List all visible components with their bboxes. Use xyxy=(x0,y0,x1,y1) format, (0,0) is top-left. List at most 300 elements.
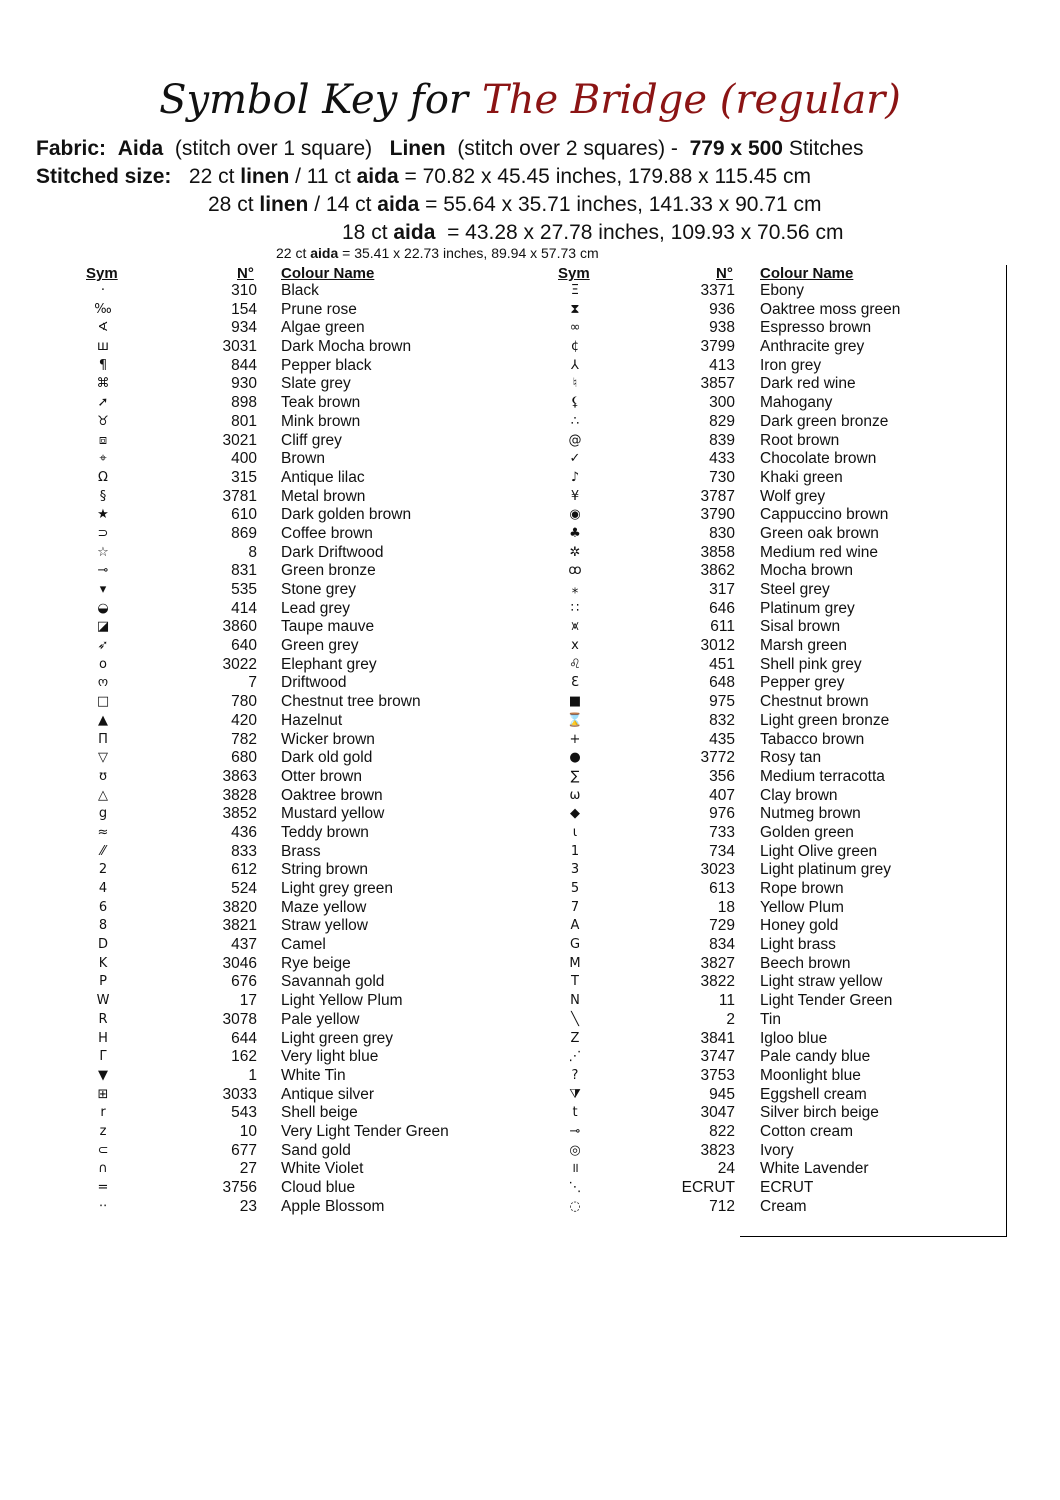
right-name-header: Colour Name xyxy=(760,265,854,282)
symbol-glyph: ш xyxy=(97,339,109,355)
symbol-glyph: ♮ xyxy=(572,376,578,392)
left-sym-header: Sym xyxy=(86,265,118,282)
colour-name: Yellow Plum xyxy=(760,898,844,916)
colour-name: Ivory xyxy=(760,1141,794,1159)
symbol-glyph: ∢ xyxy=(97,320,109,336)
left-num-header: N° xyxy=(237,265,254,282)
colour-name: Rye beige xyxy=(281,954,351,972)
thread-number: 677 xyxy=(231,1141,257,1159)
symbol-glyph: ➚ xyxy=(97,395,109,411)
thread-number: 610 xyxy=(231,506,257,524)
symbol-glyph: ◒ xyxy=(97,600,109,616)
symbol-glyph: ⊃ xyxy=(97,525,109,541)
thread-number: 680 xyxy=(231,749,257,767)
symbol-glyph: ✓ xyxy=(569,451,581,467)
colour-name: Mink brown xyxy=(281,412,361,430)
thread-number: 300 xyxy=(709,394,735,412)
symbol-glyph: M xyxy=(569,955,581,971)
fabric-word: aida xyxy=(356,165,399,188)
symbol-glyph: ▲ xyxy=(98,712,108,728)
thread-number: 734 xyxy=(709,842,735,860)
symbol-glyph: g xyxy=(98,806,108,822)
colour-name: Cotton cream xyxy=(760,1122,854,1140)
thread-number: 930 xyxy=(231,375,257,393)
thread-number: 869 xyxy=(231,524,257,542)
symbol-glyph: 7 xyxy=(570,899,580,915)
colour-name: Light grey green xyxy=(281,880,394,897)
thread-number: 839 xyxy=(709,431,735,449)
colour-name: Teddy brown xyxy=(281,823,369,841)
colour-name: Sisal brown xyxy=(760,618,841,636)
size-text: = 70.82 x 45.45 inches, 179.88 x 115.45 cm xyxy=(404,165,811,188)
symbol-glyph: @ xyxy=(568,432,582,448)
title-pattern-name: The Bridge (regular) xyxy=(482,77,901,123)
symbol-glyph: ω xyxy=(569,787,581,803)
thread-number: 730 xyxy=(709,468,735,486)
thread-number: 3799 xyxy=(700,338,735,356)
thread-number: 712 xyxy=(709,1197,735,1215)
colour-name: Dark green bronze xyxy=(760,412,889,430)
colour-name: Anthracite grey xyxy=(760,338,865,356)
colour-name: Chocolate brown xyxy=(760,450,877,468)
colour-name: String brown xyxy=(281,861,369,879)
colour-name: Apple Blossom xyxy=(281,1197,385,1215)
thread-number: 436 xyxy=(231,823,257,841)
thread-number: 833 xyxy=(231,842,257,860)
colour-name: Metal brown xyxy=(281,487,366,505)
colour-name: Light straw yellow xyxy=(760,973,883,991)
colour-name: Rosy tan xyxy=(760,749,822,767)
thread-number: 3033 xyxy=(222,1085,257,1103)
colour-name: Eggshell cream xyxy=(760,1085,867,1103)
symbol-glyph: ⊂ xyxy=(97,1142,109,1158)
symbol-glyph: ⩙ xyxy=(571,619,579,635)
symbol-glyph: ♣ xyxy=(569,525,581,541)
colour-name: Very light blue xyxy=(281,1048,379,1066)
count-text: 28 ct xyxy=(208,193,254,216)
size-text: = 55.64 x 35.71 inches, 141.33 x 90.71 cm xyxy=(425,193,822,216)
colour-name: Moonlight blue xyxy=(760,1066,861,1084)
stitched-line-4 xyxy=(276,244,599,262)
stitched-line-3 xyxy=(342,219,843,247)
symbol-glyph: ⌖ xyxy=(99,451,107,467)
thread-number: 3852 xyxy=(222,805,257,823)
symbol-glyph: · xyxy=(100,283,106,298)
colour-name: Black xyxy=(281,282,319,299)
stitches-word: Stitches xyxy=(788,137,864,160)
symbol-glyph: ⋰ xyxy=(568,1049,582,1065)
thread-number: 3031 xyxy=(222,338,257,356)
size-text: = 35.41 x 22.73 inches, 89.94 x 57.73 cm xyxy=(342,245,599,261)
thread-number: 524 xyxy=(231,880,257,897)
thread-number: 400 xyxy=(231,450,257,468)
thread-number: 3820 xyxy=(222,898,257,916)
colour-name: Mustard yellow xyxy=(281,805,385,823)
fabric-word: linen xyxy=(259,193,309,216)
thread-number: 2 xyxy=(726,1010,735,1028)
colour-name: Light platinum grey xyxy=(760,861,891,879)
symbol-glyph: ʊ xyxy=(98,768,108,784)
colour-name: Igloo blue xyxy=(760,1029,828,1047)
thread-number: 413 xyxy=(709,356,735,374)
symbol-glyph: ☆ xyxy=(97,544,109,560)
colour-name: Green oak brown xyxy=(760,524,879,542)
colour-name: Lead grey xyxy=(281,599,350,617)
symbol-glyph: P xyxy=(99,974,107,990)
colour-name: Ebony xyxy=(760,282,804,299)
colour-name: Light brass xyxy=(760,936,836,954)
thread-number: 27 xyxy=(239,1160,257,1178)
symbol-glyph: t xyxy=(572,1105,578,1121)
colour-name: Shell pink grey xyxy=(760,655,862,673)
symbol-glyph: 6 xyxy=(98,899,108,915)
colour-name: Light green grey xyxy=(281,1029,394,1047)
thread-number: 3862 xyxy=(700,562,735,580)
symbol-glyph: Γ xyxy=(99,1049,107,1065)
colour-name: Cloud blue xyxy=(281,1179,356,1196)
colour-name: Light Olive green xyxy=(760,842,878,860)
colour-name: Khaki green xyxy=(760,468,843,486)
thread-number: 433 xyxy=(709,450,735,468)
symbol-glyph: Π xyxy=(98,731,108,747)
thread-number: 3790 xyxy=(700,506,735,524)
thread-number: 315 xyxy=(231,468,257,486)
thread-number: 3023 xyxy=(700,861,735,879)
thread-number: 3046 xyxy=(222,954,257,972)
symbol-glyph: ◉ xyxy=(569,507,581,523)
symbol-glyph: □ xyxy=(96,694,110,710)
thread-number: 162 xyxy=(231,1048,257,1066)
symbol-glyph: W xyxy=(96,993,110,1009)
symbol-glyph: ■ xyxy=(568,694,582,710)
thread-number: 23 xyxy=(239,1197,257,1215)
thread-number: 451 xyxy=(709,655,735,673)
symbol-glyph: ⋱ xyxy=(568,1180,582,1195)
colour-name: Clay brown xyxy=(760,786,838,804)
thread-number: 613 xyxy=(709,880,735,897)
symbol-glyph: ◆ xyxy=(570,806,580,822)
symbol-glyph: ⧩ xyxy=(569,1086,581,1102)
fabric-word: aida xyxy=(393,221,436,244)
symbol-glyph: 4 xyxy=(98,881,108,896)
symbol-glyph: △ xyxy=(98,787,108,803)
colour-name: Otter brown xyxy=(281,767,362,785)
symbol-glyph: ▾ xyxy=(99,582,107,597)
symbol-glyph: Ɛ xyxy=(571,675,579,691)
thread-number: 17 xyxy=(239,992,257,1010)
fabric-label: Fabric: xyxy=(36,137,107,160)
count-text: 18 ct xyxy=(342,221,388,244)
thread-number: 356 xyxy=(709,767,735,785)
colour-name: Cappuccino brown xyxy=(760,506,889,524)
fabric-linen-note: (stitch over 2 squares) - xyxy=(457,137,678,160)
thread-number: 3047 xyxy=(700,1104,735,1122)
count-text: 22 ct xyxy=(188,165,235,188)
stitch-count: 779 x 500 xyxy=(689,137,783,160)
thread-number: 612 xyxy=(231,861,257,879)
thread-number: 3822 xyxy=(700,973,735,991)
colour-name: Honey gold xyxy=(760,917,839,935)
colour-name: Taupe mauve xyxy=(281,618,375,636)
thread-number: 3012 xyxy=(700,637,735,655)
symbol-glyph: ◌ xyxy=(569,1198,581,1214)
title-lead: Symbol Key for xyxy=(159,77,469,123)
left-name-header: Colour Name xyxy=(281,265,375,282)
colour-name: Dark red wine xyxy=(760,375,856,393)
stitched-label: Stitched size: xyxy=(36,165,172,188)
colour-name: Cream xyxy=(760,1197,807,1215)
thread-number: 24 xyxy=(717,1160,735,1178)
symbol-glyph: ≈ xyxy=(97,824,109,840)
thread-number: 10 xyxy=(239,1122,257,1140)
thread-number: 18 xyxy=(717,898,735,916)
symbol-glyph: K xyxy=(98,955,108,971)
thread-number: 543 xyxy=(231,1104,257,1122)
colour-name: White Tin xyxy=(281,1066,346,1084)
thread-number: 3823 xyxy=(700,1141,735,1159)
thread-number: 3858 xyxy=(700,543,735,561)
thread-number: 640 xyxy=(231,637,257,655)
thread-number: 648 xyxy=(709,674,735,692)
colour-name: Green grey xyxy=(281,637,359,655)
thread-number: 801 xyxy=(231,412,257,430)
symbol-glyph: 8 xyxy=(98,918,108,934)
symbol-glyph: ¶ xyxy=(98,357,108,373)
symbol-glyph: ∑ xyxy=(570,768,580,784)
stitched-line-1 xyxy=(36,163,811,191)
colour-name: Teak brown xyxy=(281,394,361,412)
fabric-aida-note: (stitch over 1 square) xyxy=(174,137,373,160)
thread-number: 3772 xyxy=(700,749,735,767)
colour-name: Tin xyxy=(760,1010,781,1028)
colour-name: Pepper black xyxy=(281,356,372,374)
colour-name: White Lavender xyxy=(760,1160,869,1178)
stitched-line-2 xyxy=(208,191,822,219)
symbol-glyph: Ω xyxy=(98,469,108,485)
symbol-glyph: ო xyxy=(97,675,109,691)
colour-name: Dark Driftwood xyxy=(281,543,384,561)
thread-number: 834 xyxy=(709,936,735,954)
symbol-glyph: ‰ xyxy=(94,301,112,317)
colour-name: Very Light Tender Green xyxy=(281,1122,449,1140)
colour-name: Elephant grey xyxy=(281,655,377,673)
symbol-glyph: ∴ xyxy=(570,413,580,429)
colour-name: Brown xyxy=(281,450,325,468)
colour-name: Dark Mocha brown xyxy=(281,338,412,356)
thread-number: 3021 xyxy=(222,431,257,449)
colour-name: Antique lilac xyxy=(281,468,365,486)
colour-name: Oaktree moss green xyxy=(760,300,901,318)
symbol-glyph: ◪ xyxy=(96,619,110,635)
colour-name: Cliff grey xyxy=(281,431,342,449)
colour-name: Silver birch beige xyxy=(760,1104,879,1122)
right-sym-header: Sym xyxy=(558,265,590,282)
symbol-glyph: ★ xyxy=(97,507,109,523)
symbol-glyph: ⅄ xyxy=(571,357,579,373)
thread-number: 1 xyxy=(248,1066,257,1084)
symbol-glyph: ⚸ xyxy=(570,395,580,411)
thread-number: 3022 xyxy=(222,655,257,673)
symbol-glyph: ● xyxy=(569,750,581,766)
symbol-glyph: ▽ xyxy=(98,750,108,766)
colour-name: Golden green xyxy=(760,823,854,841)
thread-number: 3078 xyxy=(222,1010,257,1028)
thread-number: 976 xyxy=(709,805,735,823)
colour-name: Shell beige xyxy=(281,1104,358,1122)
fabric-line xyxy=(36,135,864,163)
colour-name: ECRUT xyxy=(760,1179,814,1196)
colour-name: Pale candy blue xyxy=(760,1048,871,1066)
symbol-glyph: ¥ xyxy=(570,488,580,504)
thread-number: 733 xyxy=(709,823,735,841)
thread-number: 3753 xyxy=(700,1066,735,1084)
colour-name: Maze yellow xyxy=(281,898,367,916)
thread-number: 3371 xyxy=(700,282,735,299)
symbol-glyph: ∞ xyxy=(569,320,581,336)
colour-name: Coffee brown xyxy=(281,524,373,542)
symbol-glyph: 3 xyxy=(570,862,580,878)
fabric-word: aida xyxy=(377,193,420,216)
colour-name: Chestnut brown xyxy=(760,693,869,711)
fabric-aida: Aida xyxy=(117,137,164,160)
colour-name: Steel grey xyxy=(760,581,830,598)
symbol-glyph: D xyxy=(97,937,108,953)
colour-name: Straw yellow xyxy=(281,917,368,935)
symbol-glyph: z xyxy=(99,1123,107,1139)
symbol-glyph: ɩ xyxy=(572,824,578,840)
colour-name: Slate grey xyxy=(281,375,351,393)
thread-number: 829 xyxy=(709,412,735,430)
thread-number: 437 xyxy=(231,936,257,954)
symbol-glyph: ⁎ xyxy=(571,582,579,597)
thread-number: 535 xyxy=(231,581,257,598)
symbol-glyph: ⌛ xyxy=(566,712,584,728)
colour-name: Stone grey xyxy=(281,581,356,598)
colour-name: Mocha brown xyxy=(760,562,854,580)
symbol-glyph: ♉ xyxy=(97,413,109,429)
colour-name: Oaktree brown xyxy=(281,786,383,804)
symbol-glyph: ⧗ xyxy=(570,301,580,317)
thread-number: 3863 xyxy=(222,767,257,785)
thread-number: 975 xyxy=(709,693,735,711)
symbol-glyph: x xyxy=(571,638,579,654)
colour-name: Iron grey xyxy=(760,356,822,374)
colour-name: Wolf grey xyxy=(760,487,826,505)
thread-number: ECRUT xyxy=(681,1179,735,1196)
symbol-glyph: ✲ xyxy=(569,544,581,560)
thread-number: 3827 xyxy=(700,954,735,972)
colour-name: Light Yellow Plum xyxy=(281,992,403,1010)
colour-name: Prune rose xyxy=(281,300,357,318)
symbol-glyph: ◎ xyxy=(569,1142,581,1158)
thread-number: 420 xyxy=(231,711,257,729)
thread-number: 676 xyxy=(231,973,257,991)
colour-name: Dark old gold xyxy=(281,749,373,767)
bottom-border-line xyxy=(740,1236,1007,1237)
count-text: / 11 ct xyxy=(295,165,351,188)
thread-number: 934 xyxy=(231,319,257,337)
right-num-header: N° xyxy=(716,265,733,282)
symbol-glyph: N xyxy=(570,993,580,1009)
thread-number: 898 xyxy=(231,394,257,412)
thread-number: 3787 xyxy=(700,487,735,505)
thread-number: 310 xyxy=(231,282,257,299)
symbol-glyph: r xyxy=(100,1105,106,1121)
symbol-glyph: ⁄⁄ xyxy=(100,843,106,859)
thread-number: 830 xyxy=(709,524,735,542)
thread-number: 3747 xyxy=(700,1048,735,1066)
symbol-glyph: ∩ xyxy=(98,1161,108,1177)
symbol-glyph: Ξ xyxy=(570,283,580,298)
colour-name: Algae green xyxy=(281,319,365,337)
colour-name: Medium terracotta xyxy=(760,767,885,785)
colour-name: Mahogany xyxy=(760,394,833,412)
thread-number: 945 xyxy=(709,1085,735,1103)
colour-name: Antique silver xyxy=(281,1085,375,1103)
symbol-glyph: ▼ xyxy=(98,1067,108,1083)
symbol-glyph: R xyxy=(98,1011,108,1027)
thread-number: 832 xyxy=(709,711,735,729)
count-text: 22 ct xyxy=(276,245,307,261)
symbol-glyph: ⊸ xyxy=(97,563,109,579)
symbol-glyph: ∷ xyxy=(570,600,580,616)
symbol-glyph: ╲ xyxy=(571,1011,579,1027)
symbol-glyph: ॥ xyxy=(571,1161,579,1177)
symbol-glyph: ♪ xyxy=(570,469,580,485)
colour-name: Wicker brown xyxy=(281,730,375,748)
thread-number: 414 xyxy=(231,599,257,617)
thread-number: 11 xyxy=(718,992,735,1010)
colour-name: Medium red wine xyxy=(760,543,879,561)
symbol-glyph: A xyxy=(570,918,580,934)
colour-name: Rope brown xyxy=(760,880,844,897)
symbol-glyph: = xyxy=(97,1180,109,1195)
colour-name: Root brown xyxy=(760,431,840,449)
thread-number: 8 xyxy=(248,543,257,561)
symbol-glyph: ⧈ xyxy=(98,432,108,448)
size-text: = 43.28 x 27.78 inches, 109.93 x 70.56 cm xyxy=(447,221,844,244)
page-title xyxy=(0,70,1060,130)
colour-name: Espresso brown xyxy=(760,319,872,337)
count-text: / 14 ct xyxy=(314,193,372,216)
symbol-glyph: ¢ xyxy=(570,339,580,355)
symbol-glyph: 2 xyxy=(98,862,108,878)
colour-name: Light green bronze xyxy=(760,711,890,729)
symbol-glyph: ♌ xyxy=(569,656,581,672)
colour-name: Driftwood xyxy=(281,674,347,692)
symbol-glyph: Z xyxy=(570,1030,580,1046)
colour-name: Savannah gold xyxy=(281,973,385,991)
thread-number: 936 xyxy=(709,300,735,318)
thread-number: 844 xyxy=(231,356,257,374)
colour-name: White Violet xyxy=(281,1160,364,1178)
symbol-glyph: T xyxy=(571,974,579,990)
colour-name: Pale yellow xyxy=(281,1010,360,1028)
symbol-glyph: ⊞ xyxy=(97,1086,109,1102)
fabric-word: linen xyxy=(240,165,290,188)
thread-number: 644 xyxy=(231,1029,257,1047)
symbol-glyph: 1 xyxy=(570,843,580,859)
colour-name: Platinum grey xyxy=(760,599,855,617)
thread-number: 317 xyxy=(709,581,735,598)
thread-number: 780 xyxy=(231,693,257,711)
symbol-glyph: H xyxy=(98,1030,108,1046)
symbol-glyph: ⋅⋅ xyxy=(98,1198,108,1214)
thread-number: 831 xyxy=(231,562,257,580)
thread-number: 3860 xyxy=(222,618,257,636)
symbol-glyph: G xyxy=(569,937,581,953)
thread-number: 3781 xyxy=(222,487,257,505)
